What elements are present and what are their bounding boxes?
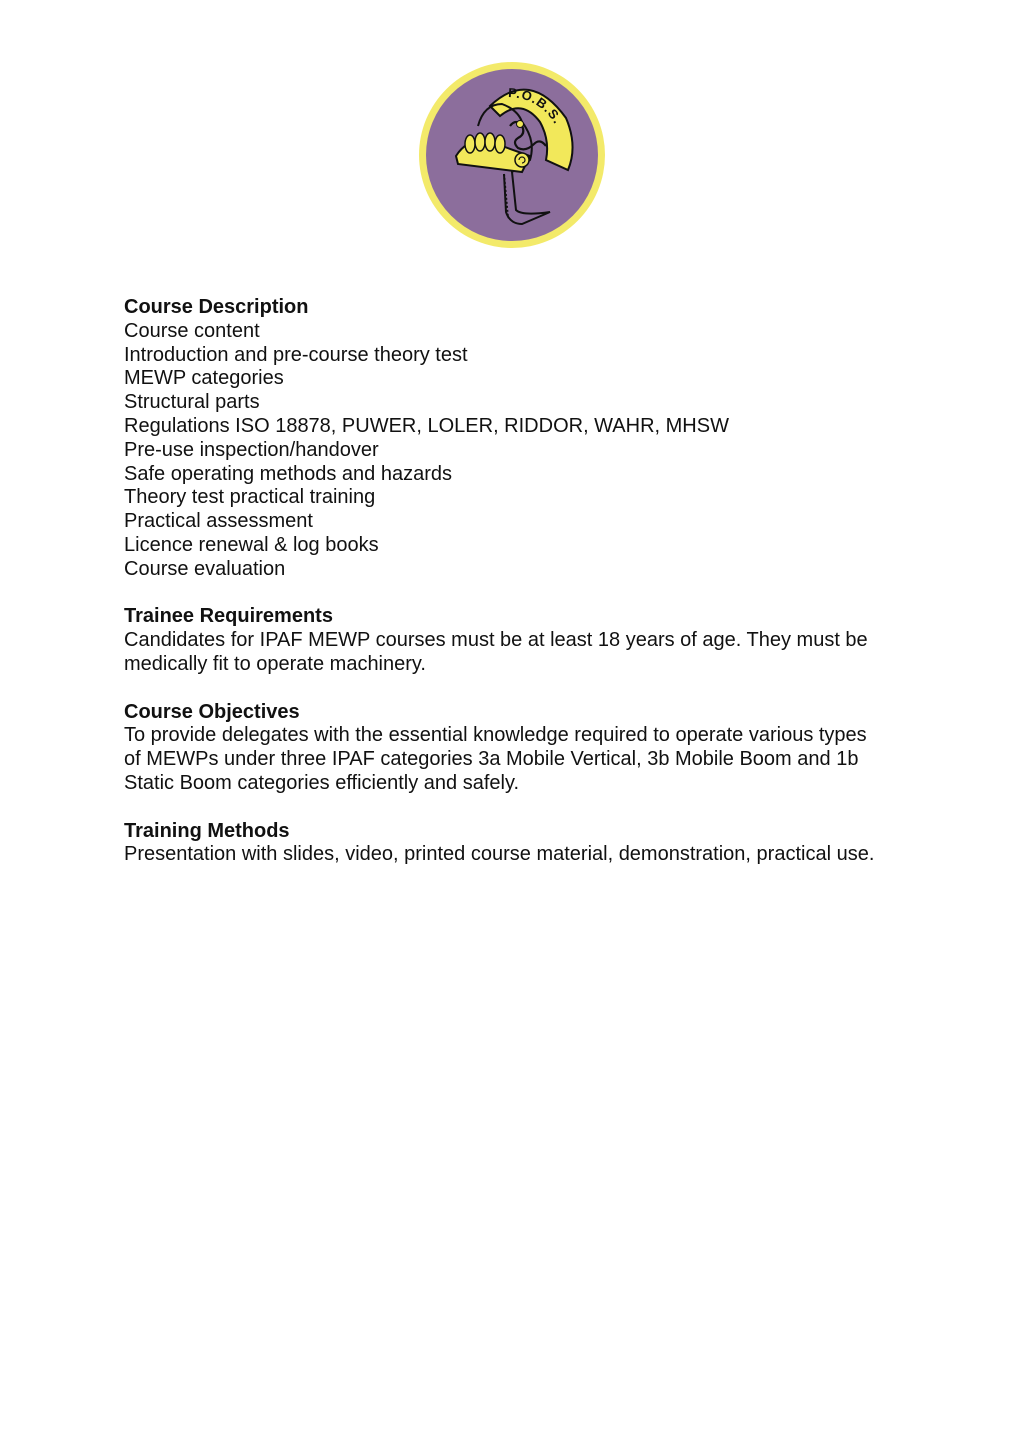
trainee-requirements-line: medically fit to operate machinery.	[124, 652, 426, 675]
list-item: Licence renewal & log books	[124, 533, 379, 556]
list-item: Pre-use inspection/handover	[124, 438, 379, 461]
list-item: Course evaluation	[124, 557, 286, 580]
trainee-requirements-line: Candidates for IPAF MEWP courses must be at least 18 years of age. They must be	[124, 629, 868, 652]
list-item: Regulations ISO 18878, PUWER, LOLER, RIDDOR, WAHR, MHSW	[124, 414, 729, 437]
visor-scroll	[515, 153, 529, 167]
training-methods-section	[124, 820, 914, 868]
course-description-heading: Course Description	[124, 296, 309, 318]
training-methods-heading: Training Methods	[124, 819, 290, 842]
list-item: Safe operating methods and hazards	[124, 462, 452, 485]
list-item: Course content	[124, 319, 260, 342]
course-objectives-line: of MEWPs under three IPAF categories 3a Mobile Vertical, 3b Mobile Boom and 1b	[124, 748, 859, 771]
document-body	[124, 296, 914, 867]
course-objectives-line: To provide delegates with the essential knowledge required to operate various types	[124, 724, 867, 747]
trainee-requirements-section	[124, 605, 914, 676]
list-item: MEWP categories	[124, 367, 284, 390]
training-methods-line: Presentation with slides, video, printed course material, demonstration, practical use.	[124, 843, 875, 866]
course-content-list	[124, 320, 914, 582]
course-objectives-line: Static Boom categories efficiently and safely.	[124, 771, 520, 794]
pobs-logo	[418, 60, 606, 250]
list-item: Practical assessment	[124, 510, 313, 533]
course-objectives-heading: Course Objectives	[124, 700, 300, 723]
list-item: Structural parts	[124, 391, 260, 414]
pobs-helmet-emblem	[418, 60, 606, 250]
logo-text: P.O.B.S.	[507, 85, 566, 127]
list-item: Introduction and pre-course theory test	[124, 343, 468, 366]
course-description-section	[124, 296, 914, 582]
trainee-requirements-heading: Trainee Requirements	[124, 605, 333, 628]
list-item: Theory test practical training	[124, 486, 376, 509]
course-objectives-section	[124, 701, 914, 796]
